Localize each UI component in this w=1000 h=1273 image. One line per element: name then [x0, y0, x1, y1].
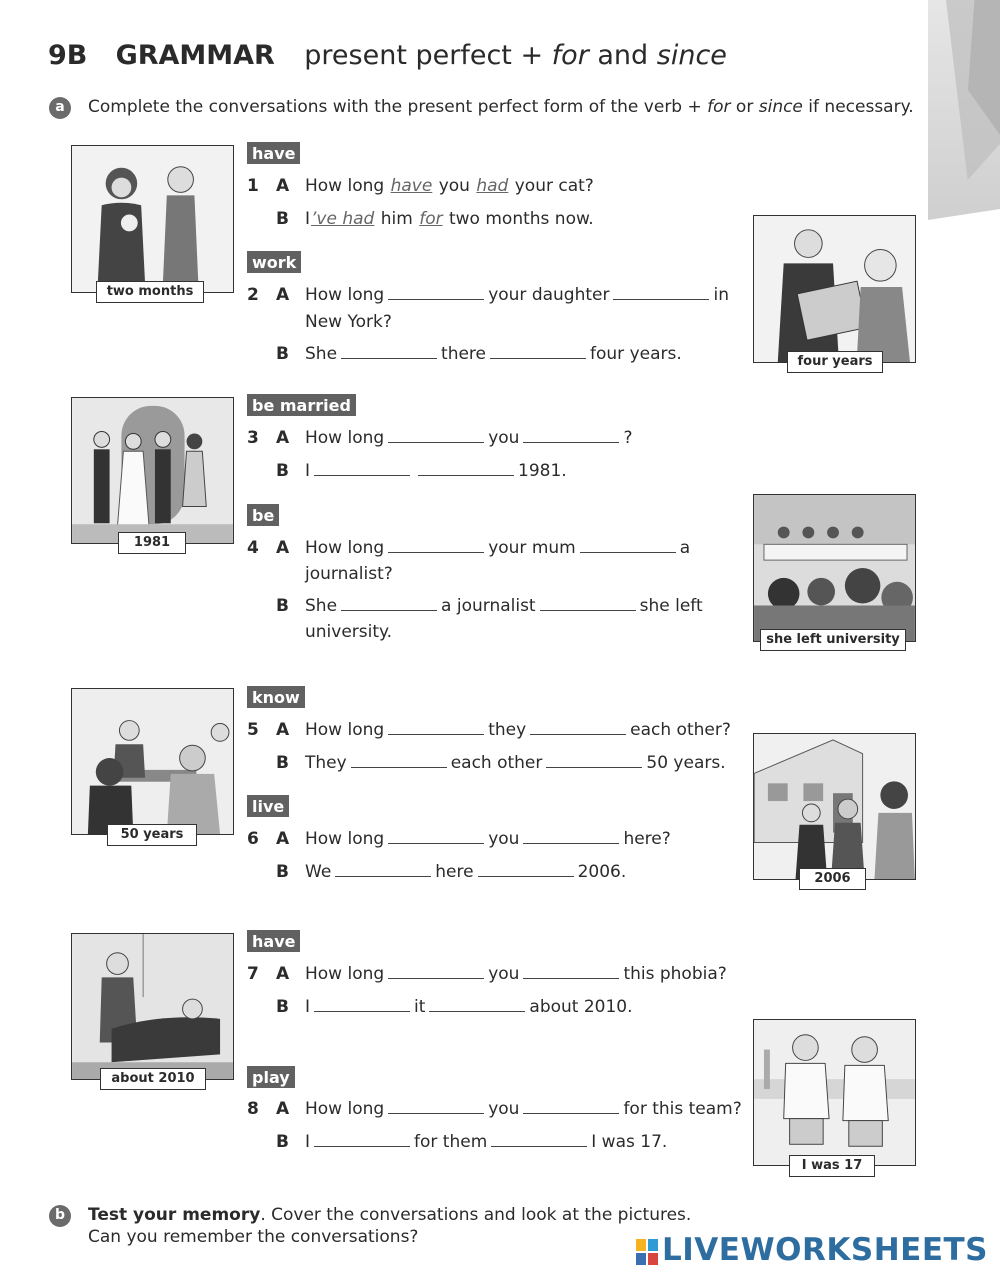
caption-1981: 1981 — [118, 532, 186, 554]
text: for them — [414, 1132, 488, 1152]
liveworksheets-logo-icon — [636, 1239, 658, 1265]
caption-she-left-university: she left university — [760, 629, 906, 651]
answer-blank[interactable] — [351, 753, 447, 768]
verb-tag-be: be — [247, 504, 279, 526]
subtitle-text: present perfect + — [304, 40, 552, 71]
speaker-a: A — [276, 428, 290, 448]
caption-about-2010: about 2010 — [100, 1068, 206, 1090]
text: a — [679, 538, 691, 558]
text: How long — [305, 538, 385, 558]
verb-tag-have-7: have — [247, 930, 300, 952]
answer-blank[interactable] — [388, 538, 484, 553]
speaker-b: B — [276, 209, 289, 229]
sentence-3a — [305, 428, 632, 448]
answer-blank[interactable] — [388, 720, 484, 735]
sentence-6b — [305, 862, 626, 882]
text: four years. — [590, 344, 682, 364]
instr-or: or — [730, 97, 759, 117]
answer-blank[interactable] — [335, 862, 431, 877]
speaker-b: B — [276, 1132, 289, 1152]
text: for this team? — [623, 1099, 742, 1119]
text: in — [713, 285, 729, 305]
illustration-two-people-cat — [71, 145, 234, 293]
text: about 2010. — [529, 997, 633, 1017]
text: 50 years. — [646, 753, 726, 773]
text: I — [305, 209, 311, 229]
item-number-8: 8 — [247, 1099, 259, 1119]
subtitle-for: for — [551, 40, 589, 71]
subtitle-and: and — [588, 40, 657, 71]
liveworksheets-brand — [636, 1232, 988, 1268]
verb-tag-live: live — [247, 795, 289, 817]
speaker-a: A — [276, 964, 290, 984]
text: How long — [305, 428, 385, 448]
text: I — [305, 461, 311, 481]
illustration-neighbours-outside-house — [753, 733, 916, 880]
text: two months now. — [443, 209, 594, 229]
text: How long — [305, 176, 390, 196]
speaker-b: B — [276, 862, 289, 882]
text: you — [488, 829, 520, 849]
text: she left — [639, 596, 703, 616]
speaker-b: B — [276, 753, 289, 773]
text: 2006. — [577, 862, 627, 882]
answer-blank[interactable] — [388, 285, 484, 300]
answer-ve-had: ’ve had — [311, 209, 375, 229]
text: him — [375, 209, 419, 229]
caption-50-years: 50 years — [107, 824, 197, 846]
item-number-3: 3 — [247, 428, 259, 448]
answer-blank[interactable] — [388, 829, 484, 844]
answer-blank[interactable] — [613, 285, 709, 300]
text: they — [488, 720, 527, 740]
answer-blank[interactable] — [523, 964, 619, 979]
sentence-5a — [305, 720, 731, 740]
instr-since: since — [758, 97, 803, 117]
answer-blank[interactable] — [540, 596, 636, 611]
illustration-man-with-picture — [753, 215, 916, 363]
part-a-badge: a — [49, 97, 71, 119]
part-a-instruction — [88, 97, 914, 117]
part-b-rest: . Cover the conversations and look at the pictures. — [260, 1205, 692, 1225]
sentence-2a — [305, 285, 729, 305]
answer-blank[interactable] — [418, 461, 514, 476]
answer-blank[interactable] — [341, 344, 437, 359]
answer-blank[interactable] — [314, 461, 410, 476]
answer-blank[interactable] — [523, 428, 619, 443]
speaker-a: A — [276, 829, 290, 849]
sentence-8b — [305, 1132, 667, 1152]
sentence-7b — [305, 997, 633, 1017]
illustration-football-players — [753, 1019, 916, 1166]
subtitle-since: since — [656, 40, 727, 71]
illustration-couples-at-table — [71, 688, 234, 835]
verb-tag-know: know — [247, 686, 305, 708]
text: each other — [450, 753, 543, 773]
text: it — [414, 997, 426, 1017]
sentence-3b — [305, 461, 567, 481]
sentence-6a — [305, 829, 671, 849]
answer-blank[interactable] — [341, 596, 437, 611]
item-number-2: 2 — [247, 285, 259, 305]
text: your mum — [488, 538, 576, 558]
speaker-b: B — [276, 997, 289, 1017]
instr-end: if necessary. — [802, 97, 914, 117]
answer-blank[interactable] — [314, 1132, 410, 1147]
verb-tag-be-married: be married — [247, 394, 356, 416]
part-b-instruction-line2: Can you remember the conversations? — [88, 1227, 419, 1247]
title-section: GRAMMAR — [115, 40, 275, 71]
speaker-a: A — [276, 176, 290, 196]
item-number-4: 4 — [247, 538, 259, 558]
instr-text: Complete the conversations with the present perfect form of the verb + — [88, 97, 708, 117]
speaker-a: A — [276, 720, 290, 740]
verb-tag-play: play — [247, 1066, 295, 1088]
page-title — [48, 40, 727, 71]
sentence-1a — [305, 176, 594, 196]
answer-blank[interactable] — [491, 1132, 587, 1147]
text: your cat? — [509, 176, 594, 196]
title-code: 9B — [48, 40, 88, 71]
caption-i-was-17: I was 17 — [789, 1155, 875, 1177]
answer-blank[interactable] — [314, 997, 410, 1012]
item-number-5: 5 — [247, 720, 259, 740]
verb-tag-have-1: have — [247, 142, 300, 164]
item-number-7: 7 — [247, 964, 259, 984]
text: I was 17. — [591, 1132, 668, 1152]
text: 1981. — [518, 461, 567, 481]
illustration-wedding-group — [71, 397, 234, 544]
answer-for: for — [419, 209, 443, 229]
text: How long — [305, 829, 385, 849]
brand-text: LIVEWORKSHEETS — [662, 1232, 988, 1268]
text: ? — [623, 428, 633, 448]
text: They — [305, 753, 347, 773]
answer-blank[interactable] — [388, 1099, 484, 1114]
text: How long — [305, 964, 385, 984]
text: here — [435, 862, 474, 882]
sentence-7a — [305, 964, 727, 984]
caption-2006: 2006 — [799, 868, 866, 890]
text: How long — [305, 720, 385, 740]
title-subtitle — [304, 40, 727, 71]
text: this phobia? — [623, 964, 727, 984]
text: a journalist — [441, 596, 536, 616]
item-number-6: 6 — [247, 829, 259, 849]
text: here? — [623, 829, 671, 849]
text: your daughter — [488, 285, 610, 305]
speaker-b: B — [276, 344, 289, 364]
text: you — [433, 176, 476, 196]
speaker-b: B — [276, 596, 289, 616]
answer-had: had — [476, 176, 509, 196]
part-b-instruction — [88, 1205, 691, 1225]
answer-blank[interactable] — [523, 829, 619, 844]
speaker-a: A — [276, 538, 290, 558]
speaker-b: B — [276, 461, 289, 481]
text: there — [441, 344, 487, 364]
text: She — [305, 596, 338, 616]
item-number-1: 1 — [247, 176, 259, 196]
text: She — [305, 344, 338, 364]
text: you — [488, 964, 520, 984]
verb-tag-work: work — [247, 251, 301, 273]
caption-four-years: four years — [787, 351, 883, 373]
sentence-2b — [305, 344, 682, 364]
sentence-2a-cont: New York? — [305, 312, 392, 332]
speaker-a: A — [276, 285, 290, 305]
answer-blank[interactable] — [429, 997, 525, 1012]
text: each other? — [630, 720, 731, 740]
sentence-8a — [305, 1099, 742, 1119]
text: We — [305, 862, 332, 882]
sentence-4a — [305, 538, 690, 558]
text: I — [305, 1132, 311, 1152]
sentence-4a-cont: journalist? — [305, 564, 393, 584]
sentence-4b — [305, 596, 703, 616]
answer-blank[interactable] — [546, 753, 642, 768]
sentence-5b — [305, 753, 726, 773]
answer-blank[interactable] — [530, 720, 626, 735]
answer-blank[interactable] — [388, 964, 484, 979]
answer-blank[interactable] — [478, 862, 574, 877]
part-b-bold: Test your memory — [88, 1205, 261, 1225]
caption-two-months: two months — [96, 281, 204, 303]
answer-have: have — [390, 176, 433, 196]
illustration-graduation-ceremony — [753, 494, 916, 642]
text: I — [305, 997, 311, 1017]
speaker-a: A — [276, 1099, 290, 1119]
sentence-1b — [305, 209, 594, 229]
text: you — [488, 428, 520, 448]
part-b-badge: b — [49, 1205, 71, 1227]
instr-for: for — [707, 97, 731, 117]
text: you — [488, 1099, 520, 1119]
illustration-therapist-and-patient — [71, 933, 234, 1080]
answer-blank[interactable] — [523, 1099, 619, 1114]
answer-blank[interactable] — [580, 538, 676, 553]
page-corner-decoration — [928, 0, 1000, 220]
sentence-4b-cont: university. — [305, 622, 393, 642]
text: How long — [305, 285, 385, 305]
answer-blank[interactable] — [388, 428, 484, 443]
text: How long — [305, 1099, 385, 1119]
answer-blank[interactable] — [490, 344, 586, 359]
